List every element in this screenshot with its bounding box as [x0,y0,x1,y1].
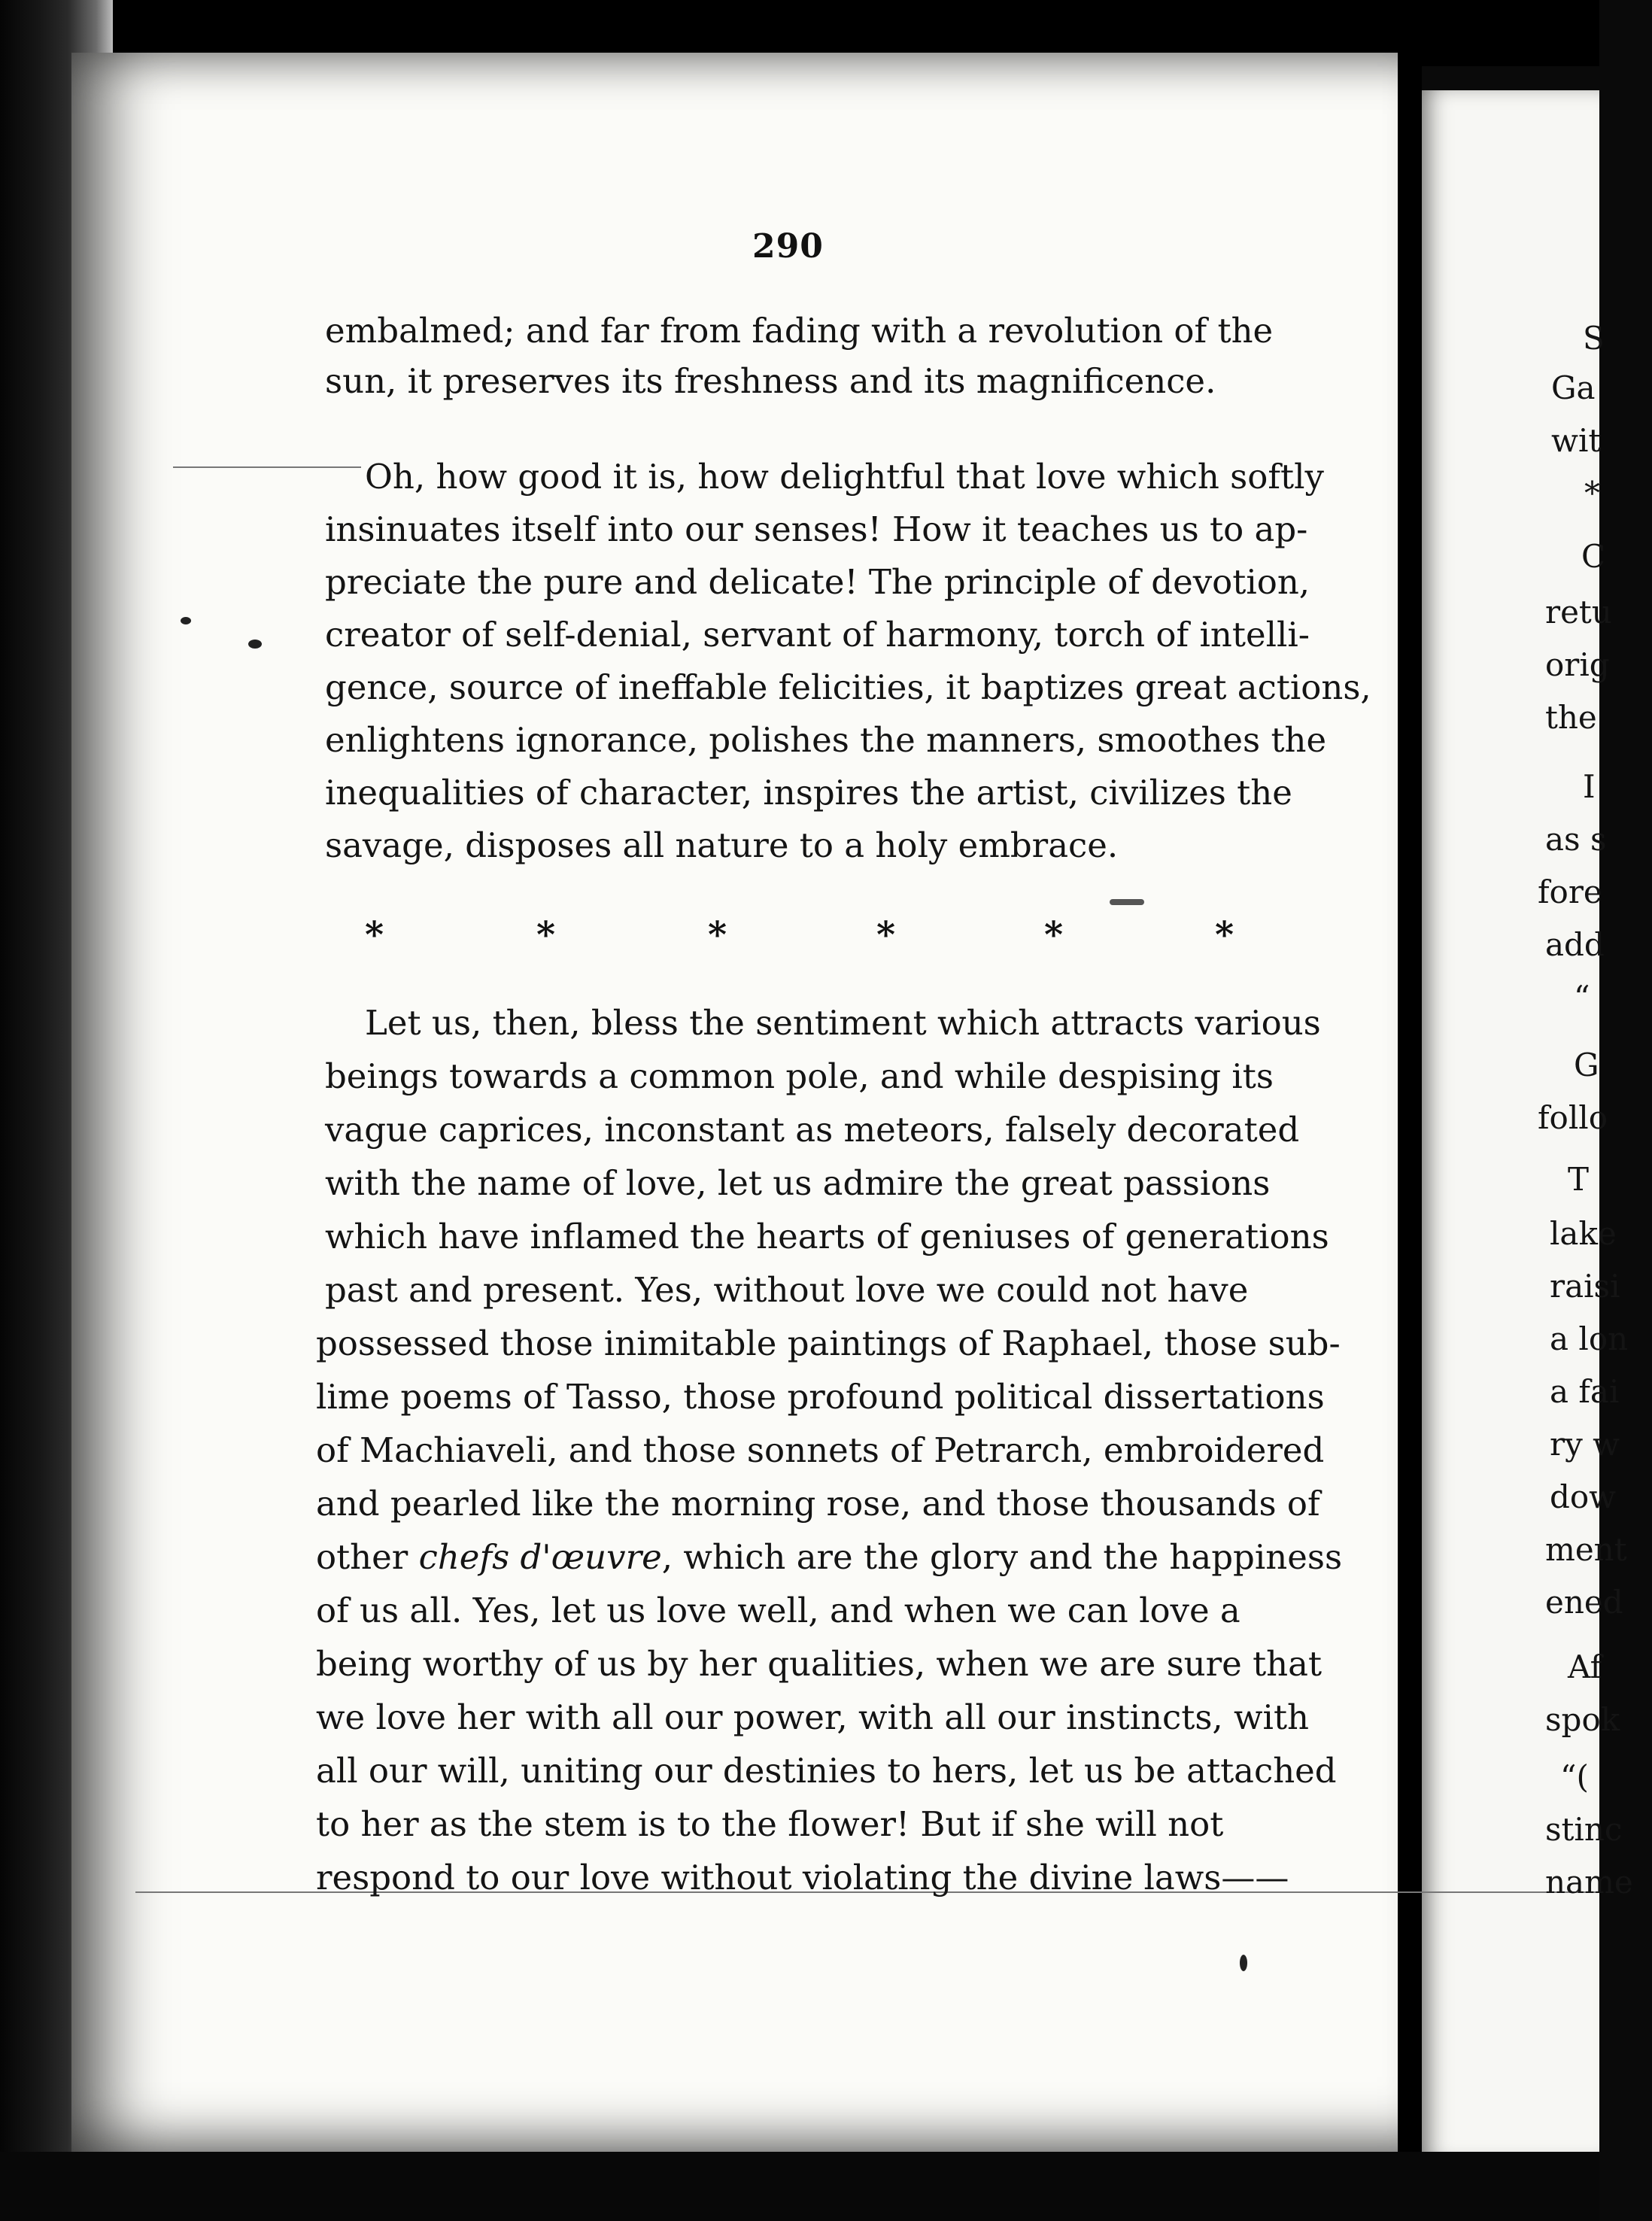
facing-page-fragment: the [1545,699,1597,736]
ink-speck [1110,899,1144,905]
separator-star: * [1215,914,1234,956]
separator-star: * [365,914,384,956]
text-segment: , which are the glory and the happiness [661,1537,1343,1577]
text-line: we love her with all our power, with all our instincts, with [316,1697,1310,1737]
facing-page-fragment: S [1583,320,1605,357]
italic-phrase: chefs d'œuvre [418,1537,662,1577]
text-line: sun, it preserves its freshness and its magnificence. [325,361,1216,401]
facing-page-fragment: follo [1538,1099,1608,1136]
facing-page-fragment: orig [1545,646,1610,683]
separator-star: * [536,914,556,956]
text-segment: other [316,1537,408,1577]
facing-page-fragment: “( [1560,1758,1589,1795]
separator-star: * [876,914,896,956]
text-line: preciate the pure and delicate! The principle of devotion, [325,562,1310,602]
text-line: of Machiaveli, and those sonnets of Petrarch, embroidered [316,1430,1325,1470]
facing-page-fragment: spok [1545,1701,1620,1738]
page-gutter [1398,0,1422,2221]
facing-page-fragment: fore [1538,874,1602,910]
facing-page-fragment: Ga [1551,369,1596,406]
facing-page-fragment: add [1545,926,1605,963]
separator-star: * [1044,914,1064,956]
facing-page-fragment: G [1574,1047,1599,1083]
text-line: savage, disposes all nature to a holy embrace. [325,825,1119,865]
text-line: enlightens ignorance, polishes the manners, smoothes the [325,720,1327,760]
text-line: beings towards a common pole, and while despising its [325,1056,1274,1096]
facing-page-fragment: a lon [1550,1320,1629,1357]
section-separator [365,913,1237,958]
text-line: all our will, uniting our destinies to hers, let us be attached [316,1751,1337,1791]
facing-page-fragment: Af [1568,1648,1602,1685]
text-line: insinuates itself into our senses! How it teaches us to ap- [325,509,1308,549]
text-line: creator of self-denial, servant of harmony, torch of intelli- [325,615,1310,655]
text-line: Oh, how good it is, how delightful that love which softly [365,457,1324,497]
facing-page-fragment: raisi [1550,1268,1620,1305]
text-line: which have inflamed the hearts of geniuses of generations [325,1217,1329,1256]
facing-page-fragment: dow [1550,1478,1617,1515]
text-line: being worthy of us by her qualities, when we are sure that [316,1644,1323,1684]
facing-page-fragment: stinc [1545,1811,1623,1848]
facing-page-fragment: * [1584,475,1600,512]
text-line: lime poems of Tasso, those profound political dissertations [316,1377,1325,1417]
scan-bottom-border [0,2152,1599,2221]
facing-page-fragment: a fai [1550,1373,1620,1410]
text-line: embalmed; and far from fading with a revolution of the [325,311,1274,351]
text-line: to her as the stem is to the flower! But if she will not [316,1804,1224,1844]
text-line: and pearled like the morning rose, and those thousands of [316,1484,1320,1524]
separator-star: * [708,914,727,956]
facing-page-fragment: as s [1545,821,1607,858]
text-line: respond to our love without violating the divine laws—— [316,1858,1289,1897]
ink-speck [181,617,191,624]
text-line: possessed those inimitable paintings of Raphael, those sub- [316,1323,1341,1363]
text-line: inequalities of character, inspires the artist, civilizes the [325,773,1292,813]
facing-page-fragment: ment [1545,1531,1627,1568]
page-number: 290 [752,227,824,266]
text-line: gence, source of ineffable felicities, it baptizes great actions, [325,667,1371,707]
scan-line-top [173,466,361,468]
facing-page-fragment: T [1568,1161,1590,1198]
facing-page-fragment: lake [1550,1215,1617,1252]
text-line: past and present. Yes, without love we could not have [325,1270,1249,1310]
facing-page-fragment: ry w [1550,1426,1620,1463]
facing-page-fragment: name [1545,1864,1633,1900]
text-line: vague caprices, inconstant as meteors, falsely decorated [325,1110,1300,1150]
facing-page-fragment: C [1581,538,1606,575]
facing-page-fragment: wit [1551,422,1602,459]
text-line: with the name of love, let us admire the great passions [325,1163,1271,1203]
text-line: Let us, then, bless the sentiment which attracts various [365,1003,1321,1043]
text-line [316,1535,1343,1580]
text-line: of us all. Yes, let us love well, and when we can love a [316,1591,1241,1630]
ink-speck [248,640,262,649]
facing-page-fragment: I [1583,768,1596,805]
facing-page-fragment: “ [1574,979,1590,1016]
ink-speck [1240,1955,1247,1971]
facing-page-fragment: ened [1545,1584,1623,1621]
facing-page-fragment: retu [1545,594,1612,630]
